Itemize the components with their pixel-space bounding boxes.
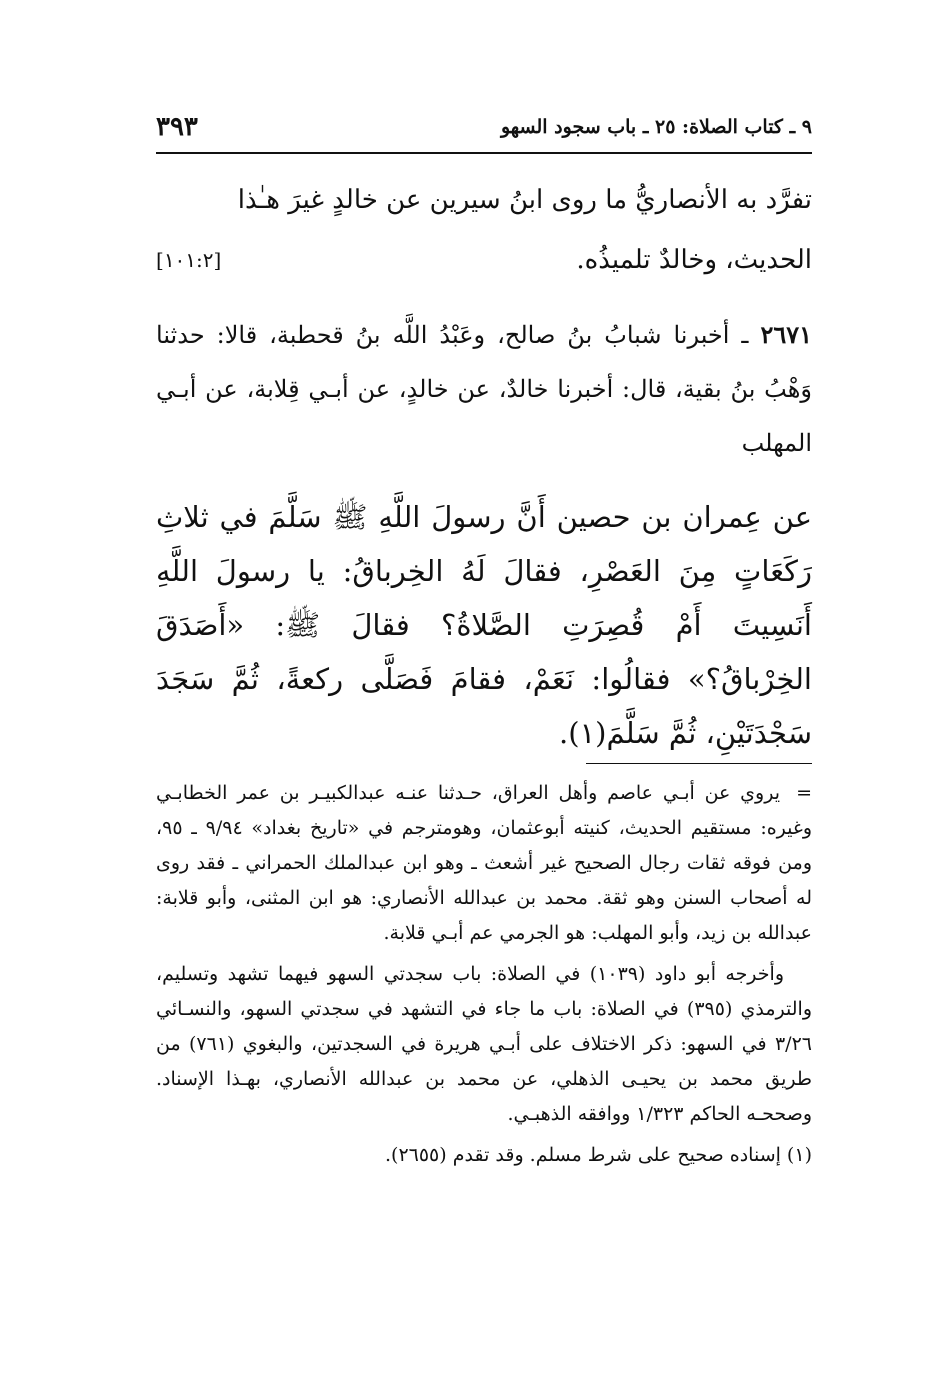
footnote-takhrij: وأخرجه أبو داود (١٠٣٩) في الصلاة: باب سجدتي السهو فيهما تشهد وتسليم، والترمذي (٣٩٥) في الصلاة: باب ما جاء في التشهد في سجدتي السهو، والنسـائي ٣/٢٦ في السهو: ذكر الاختلاف على أبـي هريرة في السجدتين، والبغوي (٧٦١) من طريق محمد بن يحيـى الذهلي، عن محمد بن عبدالله الأنصاري، بهـذا الإسناد. وصححـه الحاكم ١/٣٢٣ ووافقه الذهبـي. [156,963,812,1125]
page-number: ٣٩٣ [156,112,198,142]
intro-line-2 [156,230,812,290]
chapter-title: ٩ ـ كتاب الصلاة: ٢٥ ـ باب سجود السهو [500,116,812,138]
intro-paragraph [156,170,812,290]
volume-reference: [١٠١:٢] [156,248,222,272]
continuation-mark: = [796,782,812,804]
running-header [156,112,812,148]
footnote-continuation [156,776,812,951]
footnotes [156,776,812,1179]
intro-line-1: تفرَّد به الأنصاريُّ ما روى ابنُ سيرين عن خالدٍ غيرَ هـٰذا [237,185,812,215]
intro-line-2-text: الحديث، وخالدٌ تلميذُه. [576,245,812,275]
footnote-1: (١) إسناده صحيح على شرط مسلم. وقد تقدم (٢٦٥٥). [384,1144,812,1166]
header-divider [156,152,812,154]
hadith-isnad [156,308,812,470]
isnad-text: ـ أخبرنا شبابُ بنُ صالح، وعَبْدُ اللَّه بنُ قحطبة، قالا: حدثنا وَهْبُ بنُ بقية، قال: أخبرنا خالدٌ، عن خالدٍ، عن أبـي قِلابة، عن أبـي المهلب [156,321,812,457]
hadith-number: ٢٦٧١ [760,320,812,349]
footnote-continuation-text: يروي عن أبـي عاصم وأهل العراق، حـدثنا عنـه عبدالكبيـر بن عمر الخطابـي وغيره: مستقيم الحديث، كنيته أبوعثمان، وهومترجم في «تاريخ بغداد» ٩/٩٤ ـ ٩٥، ومن فوقه ثقات رجال الصحيح غير أشعث ـ وهو ابن عبدالملك الحمراني ـ فقد روى له أصحاب السنن وهو ثقة. محمد بن عبدالله الأنصاري: هو ابن المثنى، وأبو قلابة: عبدالله بن زيد، وأبو المهلب: هو الجرمي عم أبـي قلابة. [156,782,813,944]
hadith-matn: عن عِمران بن حصين أَنَّ رسولَ اللَّهِ ﷺ سَلَّمَ في ثلاثِ رَكَعَاتٍ مِنَ العَصْرِ، فقالَ لَهُ الخِرباقُ: يا رسولَ اللَّهِ أَنَسِيتَ أَمْ قُصِرَتِ الصَّلاةُ؟ فقالَ ﷺ: «أَصَدَقَ الخِرْباقُ؟» فقالُوا: نَعَمْ، فقامَ فَصَلَّى ركعةً، ثُمَّ سَجَدَ سَجْدَتَيْنِ، ثُمَّ سَلَّمَ(١). [156,500,812,750]
footnote-divider [586,763,812,764]
